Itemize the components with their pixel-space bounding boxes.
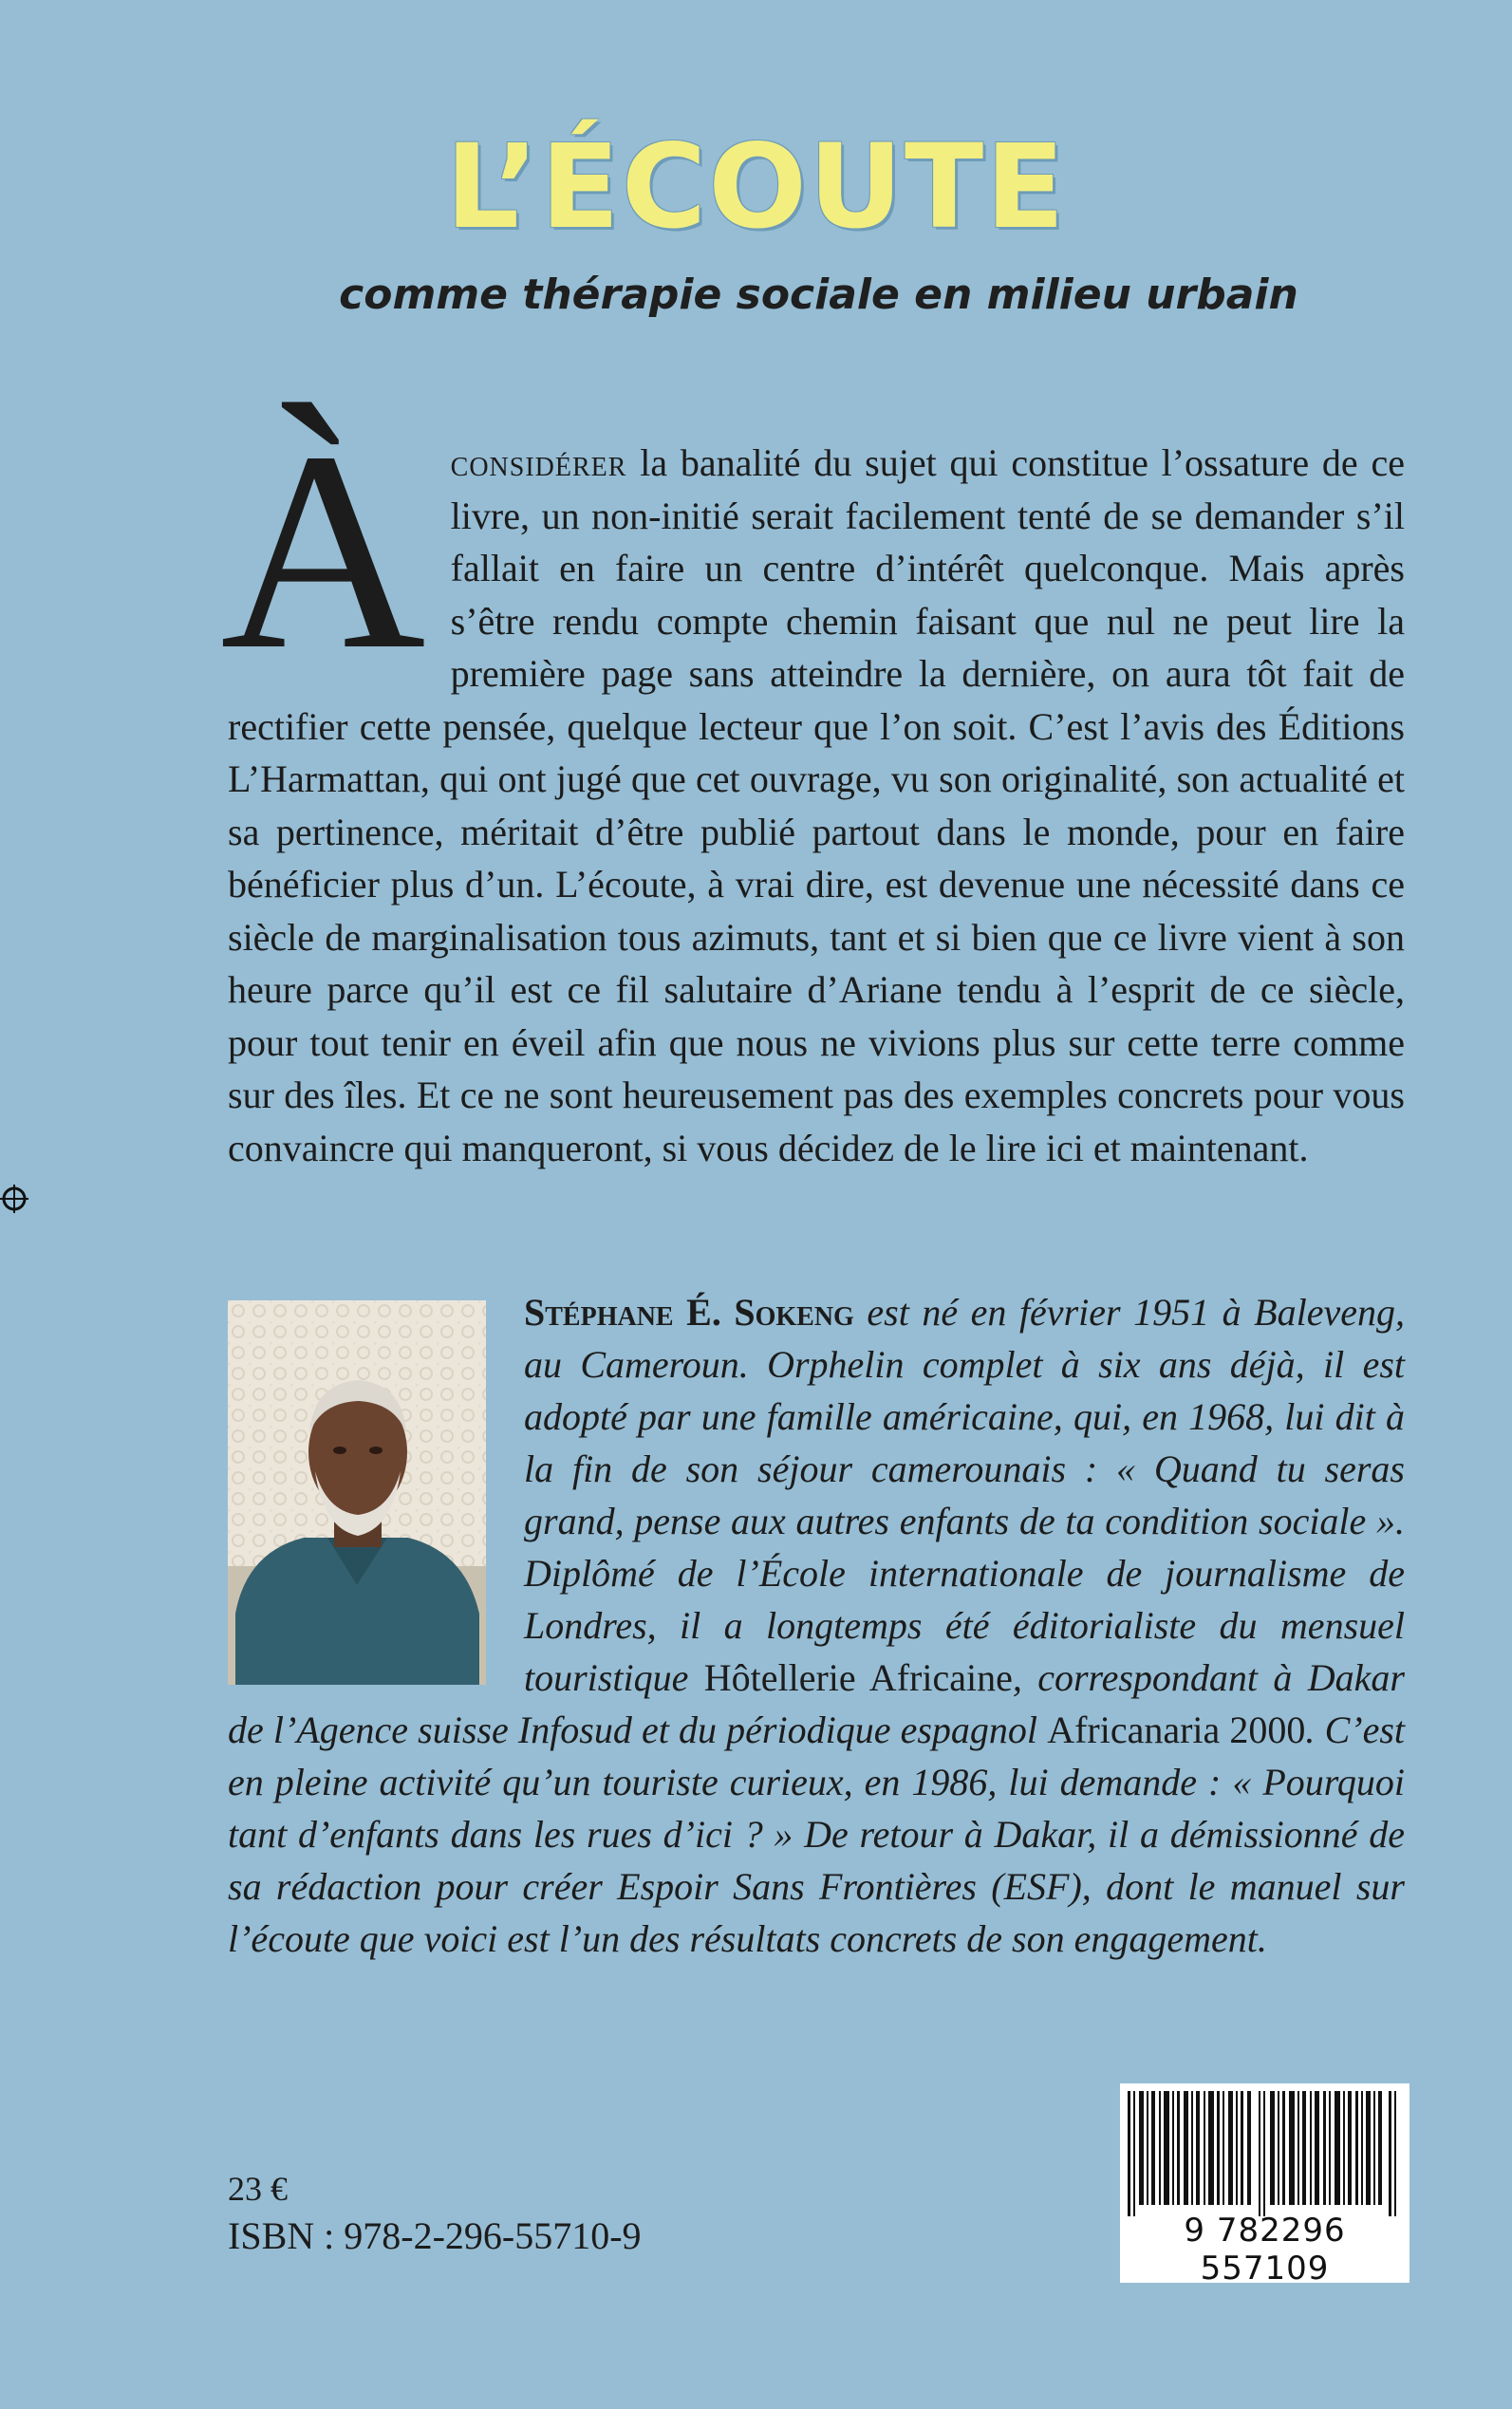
magazine-name: Hôtellerie Africaine	[703, 1656, 1013, 1699]
bio-text-part3: . C’est en pleine activité qu’un touriste curieux, en 1986, lui demande : « Pourquoi tant d’enfants dans les rues d’ici ? » De retour à Dakar, il a démissionné de sa rédaction pour créer Espoir Sans Frontières (ESF), dont le manuel sur l’écoute que voici est l’un des résultats concrets de son engagement.	[228, 1709, 1405, 1960]
barcode-bars	[1120, 2083, 1409, 2216]
book-title: L’ÉCOUTE	[445, 120, 1067, 254]
author-biography	[228, 1286, 1405, 1965]
registration-mark-icon	[0, 1185, 28, 1213]
photo-text-wrap	[228, 1286, 524, 1704]
back-cover-blurb	[220, 393, 1405, 1174]
bio-text-part2: , correspondant à Dakar de l’Agence suisse Infosud et du périodique espagnol	[228, 1656, 1405, 1751]
bio-text-part1: est né en février 1951 à Baleveng, au Cameroun. Orphelin complet à six ans déjà, il est adopté par une famille américaine, qui, en 1968, lui dit à la fin de son séjour camerounais : « Quand tu seras grand, pense aux autres enfants de ta condition sociale ». Diplômé de l’École internationale de journalisme de Londres, il a longtemps été éditorialiste du mensuel touristique	[524, 1291, 1405, 1699]
periodical-name: Africanaria 2000	[1047, 1709, 1306, 1751]
book-subtitle: comme thérapie sociale en milieu urbain	[339, 271, 1298, 319]
isbn: ISBN : 978-2-296-55710-9	[228, 2214, 642, 2257]
blurb-text: la banalité du sujet qui constitue l’ossature de ce livre, un non-initié serait facilement tenté de se demander s’il fallait en faire un centre d’intérêt quelconque. Mais après s’être rendu compte chemin faisant que nul ne peut lire la première page sans atteindre la dernière, on aura tôt fait de rectifier cette pensée, quelque lecteur que l’on soit. C’est l’avis des Éditions L’Harmattan, qui ont jugé que cet ouvrage, vu son originalité, son actualité et sa pertinence, méritait d’être publié partout dans le monde, pour en faire bénéficier plus d’un. L’écoute, à vrai dire, est devenue une nécessité dans ce siècle de marginalisation tous azimuts, tant et si bien que ce livre vient à son heure parce qu’il est ce fil salutaire d’Ariane tendu à l’esprit de ce siècle, pour tout tenir en éveil afin que nous ne vivions plus sur cette terre comme sur des îles. Et ce ne sont heureusement pas des exemples concrets pour vous convaincre qui manqueront, si vous décidez de le lire ici et maintenant.	[228, 441, 1405, 1169]
drop-cap: À	[220, 393, 426, 708]
blurb-lead-word: considérer	[450, 441, 627, 484]
barcode-number: 9 782296 557109	[1184, 2212, 1346, 2288]
price: 23 €	[228, 2170, 288, 2208]
author-name: Stéphane É. Sokeng	[524, 1291, 854, 1334]
